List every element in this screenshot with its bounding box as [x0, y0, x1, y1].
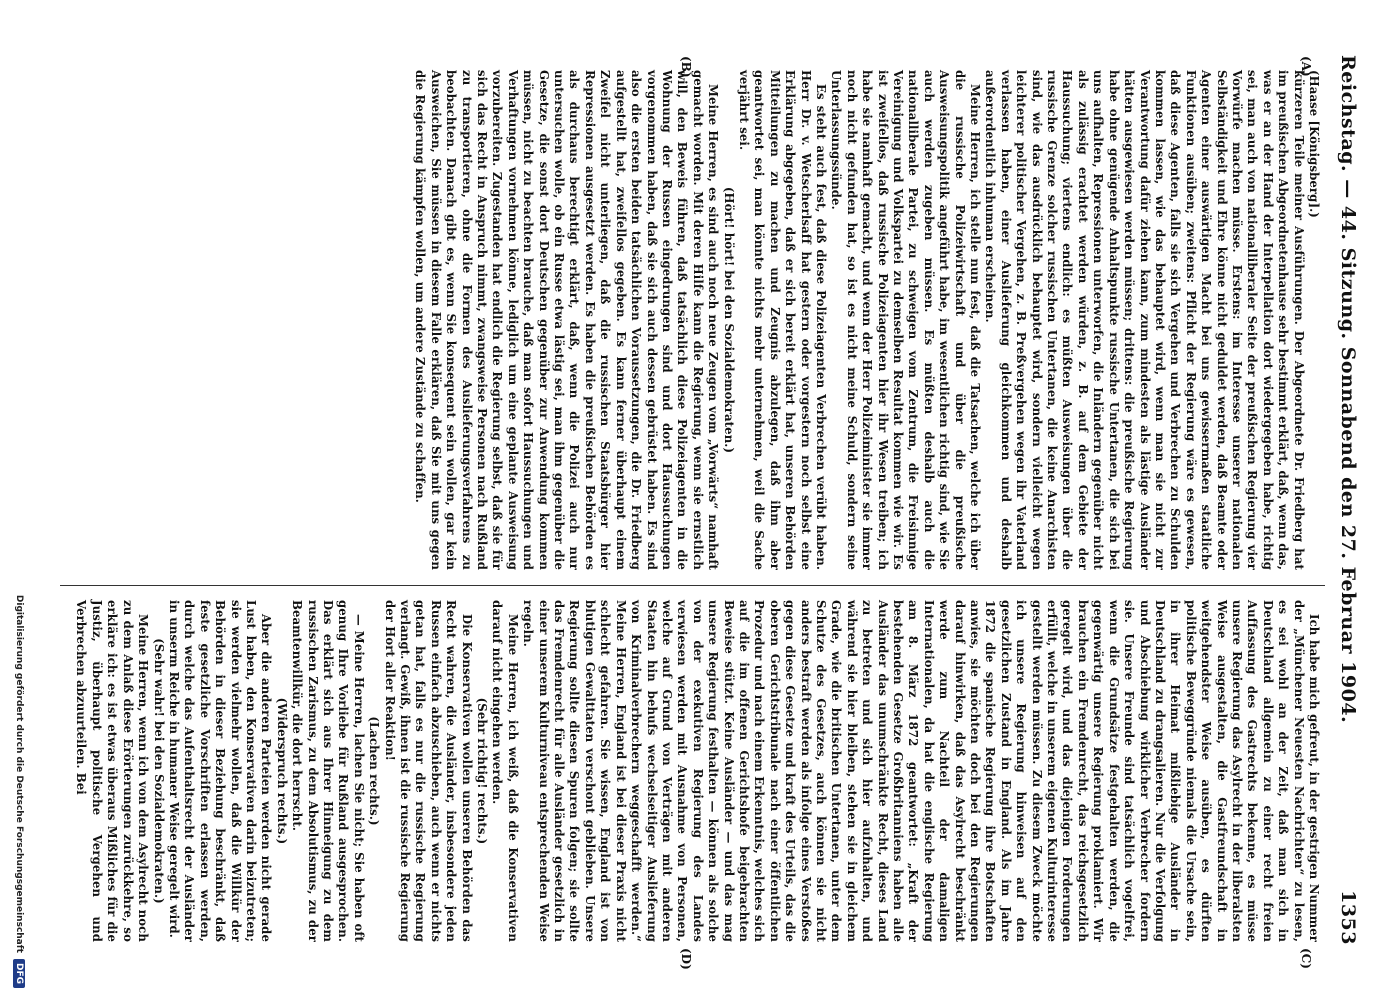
paragraph: — Meine Herren, lachen Sie nicht; Sie haben oft genug Ihre Vorliebe für Rußland ausgesprochen. Das erklärt sich aus Ihrer Hinneigung zu dem russischen Zarismus, zu dem Absolutismus, zu der Beamtenwillkür, die dort herrscht. — [290, 600, 366, 942]
interjection: (Lachen rechts.) — [367, 716, 382, 826]
paragraph: Meine Herren, es sind auch noch neue Zeugen vom „Vorwärts“ namhaft gemacht worden. Mit deren Hilfe kann die Regierung, wenn sie ernstlich will, den Beweis führen, daß tatsächlich diese Polizeiagenten in die Wohnung der Russen eingedrungen sind und dort Haussuchungen vorgenommen haben, daß sie sich auch dessen gebrüstet haben. Es sind also die ersten beiden tatsächlichen Voraussetzungen, die Dr. Friedberg aufgestellt hat, zweifellos gegeben. Es kann ferner überhaupt einem Zweifel nicht unterliegen, daß die russischen Staatsbürger hier Repressionen ausgesetzt werden. Es haben die preußischen Behörden es als durchaus berechtigt erklärt, daß, wenn die Polizei auch nur untersuchen wolle, ob ein Russe etwa lästig sei, man ihm gegenüber die Gesetze, die sonst dort Deutschen gegenüber zur Anwendung kommen müssen, nicht zu beachten brauche, daß man sofort Haussuchungen und Verhaftungen vornehmen könne, lediglich um eine geplante Ausweisung vorzubereiten. Zugestanden hat endlich die Regierung selbst, daß sie für sich das Recht in Anspruch nimmt, zwangsweise Personen nach Rußland zu transportieren, ohne die Formen des Auslieferungsverfahrens zu beobachten. Danach gibt es, wenn Sie konsequent sein wollen, gar kein Ausweichen, Sie müssen in diesem Falle erklären, daß Sie mit uns gegen die Regierung kämpfen wollen, um andere Zustände zu schaffen. — [413, 70, 721, 570]
left-column — [412, 70, 1321, 570]
paragraph: Meine Herren, ich weiß, daß die Konservativen darauf nicht eingehen werden. — [490, 600, 520, 942]
digitization-text: Digitalisierung gefördert durch die Deutsche Forschungsgemeinschaft — [14, 594, 24, 953]
interjection: (Sehr richtig! rechts.) — [475, 697, 490, 845]
dfg-logo: DFG — [13, 959, 25, 988]
paragraph: Meine Herren, ich stelle nun fest, daß die Tatsachen, welche ich über die russische Polizeiwirtschaft und über die preußische Ausweisungspolitik angeführt habe, im wesentlichen richtig sind, wie Sie auch werden zugeben müssen. Es müßten deshalb auch die nationalliberale Partei, zu schweigen vom Zentrum, die Freisinnige Vereinigung und Volkspartei zu demselben Resultat kommen wie wir. Es ist zweifellos, daß russische Polizeiagenten hier ihr Wesen treiben; ich habe sie namhaft gemacht, und wenn der Herr Polizeiminister sie immer noch nicht gefunden hat, so ist es nicht meine Schuld, sondern seine Unterlassungssünde. — [829, 70, 983, 570]
page-header — [1333, 55, 1363, 945]
header-title: Reichstag. — 44. Sitzung. Sonnabend den 27. Februar 1904. — [1337, 55, 1359, 724]
paragraph: Ich habe mich gefreut, in der gestrigen Nummer der „Münchener Neuesten Nachrichten“ zu lesen, es sei wohl an der Zeit, daß man sich in Deutschland allgemein zu einer recht freien Auffassung des Gastrechts bekenne, es müsse unsere Regierung das Asylrecht in der liberalsten Weise ausgestalten, die Gastfreundschaft in weitgehendster Weise ausüben, es dürften politische Beweggründe niemals die Ursache sein, in ihrer Heimat mißliebige Ausländer in Deutschland zu drangsalieren. Nur die Verfolgung und Abschiebung wirklicher Verbrecher fordern sie. Unsere Freunde sind tatsächlich vogelfrei, wenn die Grundsätze festgehalten werden, die gegenwärtig unsere Regierung proklamiert. Wir brauchen ein Fremdenrecht, das reichsgesetzlich geregelt wird, und das diejenigen Forderungen erfüllt, welche in unserem eigenen Kulturinteresse gestellt werden müssen. Zu diesem Zweck möchte ich unsere Regierung hinweisen auf den gesetzlichen Zustand in England. Als im Jahre 1872 die spanische Regierung ihre Botschaften anwies, sie möchten doch bei den Regierungen darauf hinwirken, daß das Asylrecht beschränkt werde zum Nachteil der damaligen Internationalen, da hat die englische Regierung am 8. März 1872 geantwortet: „Kraft der bestehenden Gesetze Großbritanniens haben alle Ausländer das unumschränkte Recht, dieses Land zu betreten und sich hier aufzuhalten, und während sie hier bleiben, stehen sie in gleichem Grade, wie die britischen Untertanen, unter dem Schutze des Gesetzes, auch können sie nicht anders bestraft werden als infolge eines Verstoßes gegen diese Gesetze und kraft des Urteils, das die oberen Gerichtstribunale nach einer öffentlichen Prozedur und nach einem Erkenntnis, welches sich auf die im offenen Gerichtshofe beigebrachten Beweise stützt. Keine Ausländer — und das mag unsere Regierung festhalten — können als solche von der exekutiven Regierung des Landes verwiesen werden mit Ausnahme von Personen, welche auf Grund von Verträgen mit anderen Staaten hin behufs wechselseitiger Auslieferung von Kriminalverbrechern weggeschafft werden.“ Meine Herren, England ist bei dieser Praxis nicht schlecht gefahren. Sie wissen, England ist von blutigen Gewalttaten verschont geblieben. Unsere Regierung sollte diesen Spuren folgen; sie sollte das Fremdenrecht für alle Ausländer gesetzlich in einer unserem Kulturniveau entsprechenden Weise regeln. — [521, 600, 1321, 942]
margin-marker-d: (D) — [679, 948, 693, 970]
column-divider — [60, 585, 1325, 586]
paragraph: Meine Herren, wenn ich von dem Asylrecht noch zu dem Anlaß diese Erörterungen zurückkehre, so erkläre ich: es ist etwas überaus Mißliches für die Justiz, überhaupt politische Vergehen und Verbrechen abzuurteilen. Bei — [74, 600, 151, 942]
page-number: 1353 — [1337, 890, 1359, 945]
paragraph: Die Konservativen wollen unseren Behörden das Recht wahren, die Ausländer, insbesondere jeden Russen einfach abzuschieben, auch wenn er nichts getan hat, falls es nur die russische Regierung verlangt. Gewiß, ihnen ist die russische Regierung der Hort aller Reaktion! — [382, 600, 474, 942]
margin-marker-a: (A) — [1299, 56, 1313, 77]
interjection: (Widerspruch rechts.) — [274, 697, 289, 845]
paragraph: kürzeren Teile meiner Ausführungen. Der Abgeordnete Dr. Friedberg hat im preußischen Abgeordnetenhause sehr bestimmt erklärt, daß, wenn das, was er an der Hand der Interpellation dort wiedergegeben habe, richtig sei, man auch von nationalliberaler Seite der preußischen Regierung vier Vorwürfe machen müsse. Erstens: im Interesse unserer nationalen Selbständigkeit und Ehre könne nicht geduldet werden, daß Beamte oder Agenten einer auswärtigen Macht bei uns gewissermaßen staatliche Funktionen ausüben; zweitens: Pflicht der Regierung wäre es gewesen, daß diese Agenten, falls sie sich Vergehen und Verbrechen zu Schulden kommen lassen, wie das behauptet wird, wenn man sie nicht zur Verantwortung dafür ziehen kann, zum mindesten als lästige Ausländer hätten ausgewiesen werden müssen; drittens: die preußische Regierung habe ohne genügende Anhaltspunkte russische Untertanen, die sich bei uns aufhalten, Repressionen unterworfen, die Inländern gegenüber nicht als zulässig erachtet werden würden, z. B. auf dem Gebiete der Haussuchung; viertens endlich: es müßten Ausweisungen über die russische Grenze solcher russischen Untertanen, die keine Anarchisten sind, wie das ausdrücklich behauptet wird, sondern vielleicht wegen leichterer politischer Vergehen, z. B. Preßvergehen wegen ihr Vaterland verlassen haben, einer Auslieferung gleichkommen und deshalb außerordentlich inhuman erscheinen. — [983, 70, 1306, 570]
digitization-notice — [5, 0, 33, 1000]
margin-marker-b: (B) — [679, 56, 693, 78]
paragraph: Aber die anderen Parteien werden nicht gerade Lust haben, den Konservativen darin beizutreten; sie werden vielmehr wollen, daß die Willkür der Behörden in dieser Beziehung beschränkt, daß feste gesetzliche Vorschriften erlassen werden, durch welche das Aufenthaltsrecht der Ausländer in unserm Reiche in humaner Weise geregelt wird. — [166, 600, 274, 942]
margin-marker-c: (C) — [1299, 948, 1313, 969]
speaker-label: (Haase [Königsberg].) — [1307, 70, 1321, 218]
paragraph: Es steht auch fest, daß diese Polizeiagenten Verbrechen verübt haben. Herr Dr. v. Wetscherlsaff hat gestern oder vorgestern noch selbst eine Erklärung abgegeben, daß er sich bereit erklärt hat, unseren Behörden Mitteilungen zu machen und Zeugnis abzulegen, daß ihm aber geantwortet sei, man könnte nichts mehr unternehmen, weil die Sache verjährt sei. — [736, 70, 828, 570]
interjection: (Hört! hört! bei den Sozialdemokraten.) — [721, 186, 736, 454]
right-column — [73, 600, 1321, 942]
interjection: (Sehr wahr! bei den Sozialdemokraten.) — [151, 638, 166, 904]
